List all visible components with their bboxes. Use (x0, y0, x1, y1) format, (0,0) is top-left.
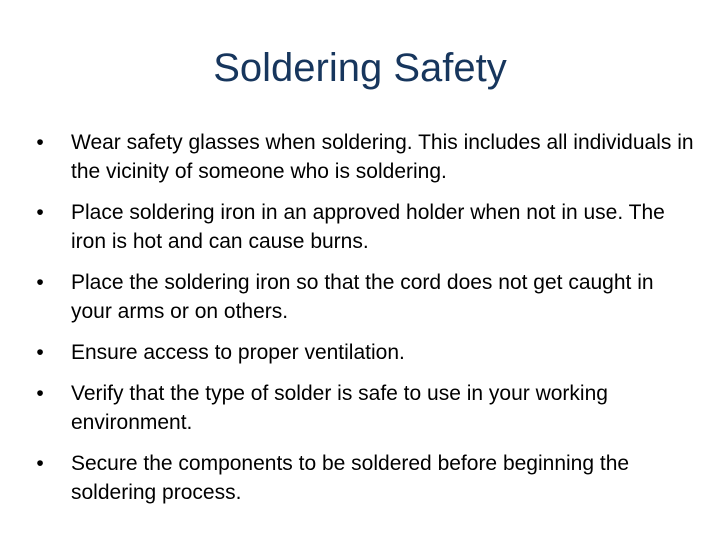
bullet-list (30, 128, 700, 519)
bullet-text: Place the soldering iron so that the cord does not get caught in your arms or on others. (71, 271, 654, 323)
bullet-dot-icon: • (36, 201, 44, 224)
bullet-dot-icon: • (36, 382, 44, 405)
bullet-text: Wear safety glasses when soldering. This includes all individuals in the vicinity of someone who is soldering. (71, 131, 694, 183)
bullet-dot-icon: • (36, 271, 44, 294)
bullet-item (30, 268, 700, 326)
bullet-item (30, 338, 700, 367)
bullet-text: Secure the components to be soldered before beginning the soldering process. (71, 452, 630, 504)
bullet-item (30, 449, 700, 507)
bullet-dot-icon: • (36, 131, 44, 154)
bullet-text: Ensure access to proper ventilation. (71, 341, 405, 364)
bullet-text: Place soldering iron in an approved holder when not in use. The iron is hot and can cause burns. (71, 201, 665, 253)
bullet-item (30, 128, 700, 186)
bullet-item (30, 379, 700, 437)
bullet-text: Verify that the type of solder is safe to use in your working environment. (71, 382, 608, 434)
bullet-item (30, 198, 700, 256)
bullet-dot-icon: • (36, 452, 44, 475)
slide-title: Soldering Safety (213, 46, 507, 90)
bullet-dot-icon: • (36, 341, 44, 364)
